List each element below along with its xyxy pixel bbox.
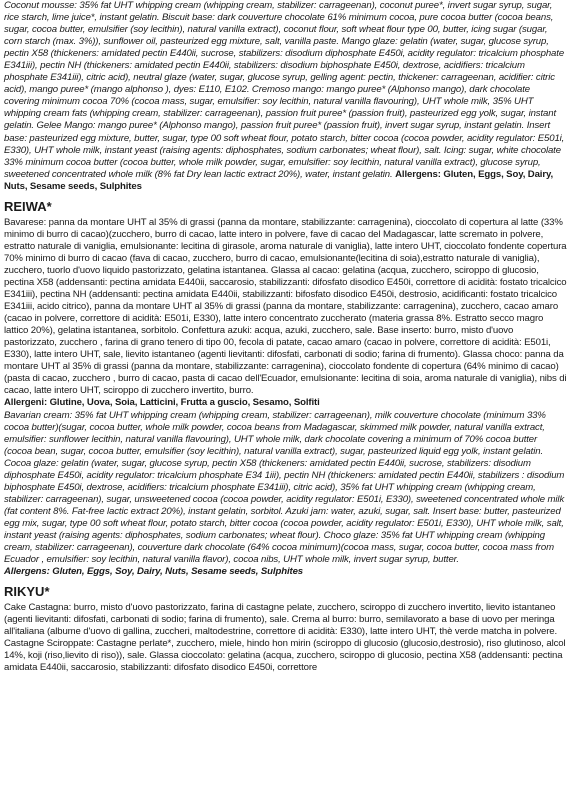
- reiwa-italian-ingredients: Bavarese: panna da montare UHT al 35% di grassi (panna da montare, stabilizzante: carragenina), cioccolato di copertura al latte (33% minimo di burro di cacao)(zucchero, burro di cacao, latte intero in polvere, fave di cacao del Madagascar, latte scremato in polvere, estratto naturale di vaniglia, emulsionante: lecitina di girasole, aroma naturale di vaniglia), latte intero UHT, cioccolato fondente copertura 70% minimo di burro di cacao (fava di cacao, zucchero, burro di cacao, emulsionante(lecitina di soia),estratto naturale di vaniglia), zucchero, tuorlo d'uovo liquido pastorizzato, gelatina istantanea. Glassa al cacao: gelatina (acqua, zucchero, sciroppo di glucosio, pectina X58 (addensanti: pectina amidata E440ii, saccarosio, stabilizzanti: difosfato disodico E450i, correttore di acidità: fostato tricalcico E341iii), pectina NH (addensanti: pectina amidata E440ii, stabilizzanti: bifosfato disodico E450i, destrosio, acidificanti: fostato tricalcico E341iii, acido citrico), panna da montare UHT al 35% di grassi (panna da montare, stabilizzante: carragenina), zucchero, cacao amaro (cacao in polvere, correttore di acidità: E501i, E330), latte intero concentrato zuccherato (materia grassa 8%. Estratto secco magro lattico 20%), gelatina istantanea, sorbitolo. Confettura azuki: acqua, azuki, zucchero, sale. Base inserto: burro, misto d'uovo pastorizzato, zucchero , farina di grano tenero di tipo 00, fecola di patate, cacao amaro (cacao in polvere, correttore di acidità: E501i, E330), latte intero UHT, sale, lievito istantaneo (agenti lievitanti: difosfati, carbonati di sodio; farina di frumento). Glassa choco: panna da montare UHT al 35% di grassi (panna da montare, stabilizzante: carragenina), cioccolato fondente di copertura (64% minimo di cacao) (pasta di cacao, zucchero , burro di cacao, pasta di cacao dell'Ecuador, emulsionante: lecitina di soia, aroma naturale di vaniglia), nibs di cacao, latte intero UHT, sciroppo di zucchero invertito, burro.: [4, 216, 567, 397]
- coconut-ingredients-text: Coconut mousse: 35% fat UHT whipping cream (whipping cream, stabilizer: carrageenan), coconut puree*, invert sugar syrup, sugar, rice starch, lime juice*, instant gelatin. Biscuit base: dark couverture chocolate 61% minimum cocoa, pure cocoa butter (cocoa beans, sugar, cocoa butter, emulsifier (soy lecithin), natural vanilla extract), coconut flour, soft wheat flour type 00, butter, icing sugar (sugar, corn starch (max. 3%)), sunflower oil, pasteurized egg mixture, salt, vanilla paste. Mango glaze: gelatin (water, sugar, glucose syrup, pectin X58 (thickeners: amidated pectin E440ii, sucrose, stabilizers: disodium diphosphate E450i, acidity regulator: tricalcium phosphate E341iii), pectin NH (thickeners: amidated pectin E440ii, stabilizers: disodium biphosphate E450i, dextrose, acidifiers: tricalcium phosphate E341iii), citric acid), neutral glaze (water, sugar, glucose syrup, gelling agent: pectin, thickener: carrageenan, acidifier: citric acid), mango puree* (mango alphonso ), dyes: E110, E102. Cremoso mango: mango puree* (Alphonso mango), dark chocolate covering minimum cocoa 70% (cocoa mass, sugar, emulsifier: soy lecithin, natural vanilla flavouring), UHT whole milk, 35% UHT whipping cream fats (whipping cream, stabilizer: carrageenan), passion fruit puree* (passion fruit), pasteurized egg yolk, sugar, instant gelatin. Gelee Mango: mango puree* (Alphonso mango), passion fruit puree* (passion fruit), invert sugar syrup, instant gelatin. Insert base: pasteurized egg mixture, butter, sugar, type 00 soft wheat flour, potato starch, bitter cocoa (cocoa powder, acidity regulator: E501i, E330), UHT whole milk, instant yeast (raising agents: diphosphates, sodium carbonates; wheat flour), salt. Icing: sugar, white chocolate 33% minimum cocoa butter (cocoa butter, whole milk powder, sugar, emulsifier: soy lecithin, natural vanilla extract), glucose syrup, sweetened concentrated whole milk (8% fat Dry lean lactic extract 20%), water, instant gelatin.: [4, 0, 565, 180]
- coconut-allergens: Allergens: Gluten, Eggs, Soy, Dairy, Nuts, Sesame seeds, Sulphites: [4, 168, 554, 192]
- reiwa-english-ingredients: Bavarian cream: 35% fat UHT whipping cream (whipping cream, stabilizer: carrageenan), milk couverture chocolate (minimum 33% cocoa butter)(sugar, cocoa butter, whole milk powder, cocoa beans from Madagascar, skimmed milk powder, natural vanilla extract, emulsifier: sunflower lecithin, natural vanilla flavouring), UHT whole milk, dark chocolate covering a minimum of 70% cocoa butter (cocoa bean, sugar, cocoa butter, emulsifier (soy lecithin), natural vanilla extract), sugar, pasteurized liquid egg yolk, instant gelatin. Cocoa glaze: gelatin (water, sugar, glucose syrup, pectin X58 (thickeners: amidated pectin E440ii, sucrose, stabilizers: disodium diphosphate E450i, acidity regulator: tricalcium phosphate E34 1iii), pectin NH (thickeners: amidated pectin E440ii, stabilizers : disodium biphosphate E450i, dextrose, acidifiers: tricalcium phosphate E341iii), citric acid), 35% fat UHT whipping cream (whipping cream, stabilizer: carrageenan), sugar, unsweetened cocoa (cocoa powder, acidity regulator: E501i, E330), sweetened concentrated whole milk (fat content 8%. Fat-free lactic extract 20%), instant gelatin, sorbitol. Azuki jam: water, azuki, sugar, salt. Insert base: butter, pasteurized egg mix, sugar, type 00 soft wheat flour, potato starch, bitter cocoa (cocoa powder, acidity regulator: E501i, E330), UHT whole milk, salt, instant yeast (raising agents: diphosphates, sodium carbonates; wheat flour). Choco glaze: 35% fat UHT whipping cream (whipping cream, stabilizer: carrageenan), couverture dark chocolate (64% cocoa minimum)(cocoa mass, sugar, cocoa butter, cocoa mass from Ecuador , emulsifier: soy lecithin, natural vanilla flavor), cocoa nibs, UHT whole milk, invert sugar syrup, butter.: [4, 409, 565, 566]
- coconut-ingredients-paragraph: [4, 0, 567, 193]
- reiwa-italian-allergens: Allergeni: Glutine, Uova, Soia, Latticini, Frutta a guscio, Sesamo, Solfiti: [4, 397, 320, 409]
- section-title-reiwa: REIWA*: [4, 198, 52, 214]
- section-title-rikyu: RIKYU*: [4, 584, 50, 600]
- reiwa-english-allergens: Allergens: Gluten, Eggs, Soy, Dairy, Nuts, Sesame seeds, Sulphites: [4, 566, 303, 578]
- rikyu-italian-ingredients: Cake Castagna: burro, misto d'uovo pastorizzato, farina di castagne pelate, zucchero, sciroppo di zucchero invertito, lievito istantaneo (agenti lievitanti: difosfati, carbonati di sodio; farina di frumento), sale. Crema al burro: burro, semilavorato a base di uovo per meringa all'italiana (albume d'uovo di gallina, zuccheri, maltodestrine, correttore di acidità: E330), latte intero UHT, thè verde matcha in polvere. Castagne Sciroppate: Castagne perlate*, zucchero, miele, hindo hon mirin (sciroppo di glucosio (glucosio,destrosio), riso glutinoso, alcol 14%, koji (riso,lievito di riso)), sale. Glassa cioccolato: gelatina (acqua, zucchero, sciroppo di glucosio, pectina X58 (addensanti: pectina amidata E440ii, saccarosio, stabilizzanti: difosfato disodico E450i, correttore: [4, 602, 566, 674]
